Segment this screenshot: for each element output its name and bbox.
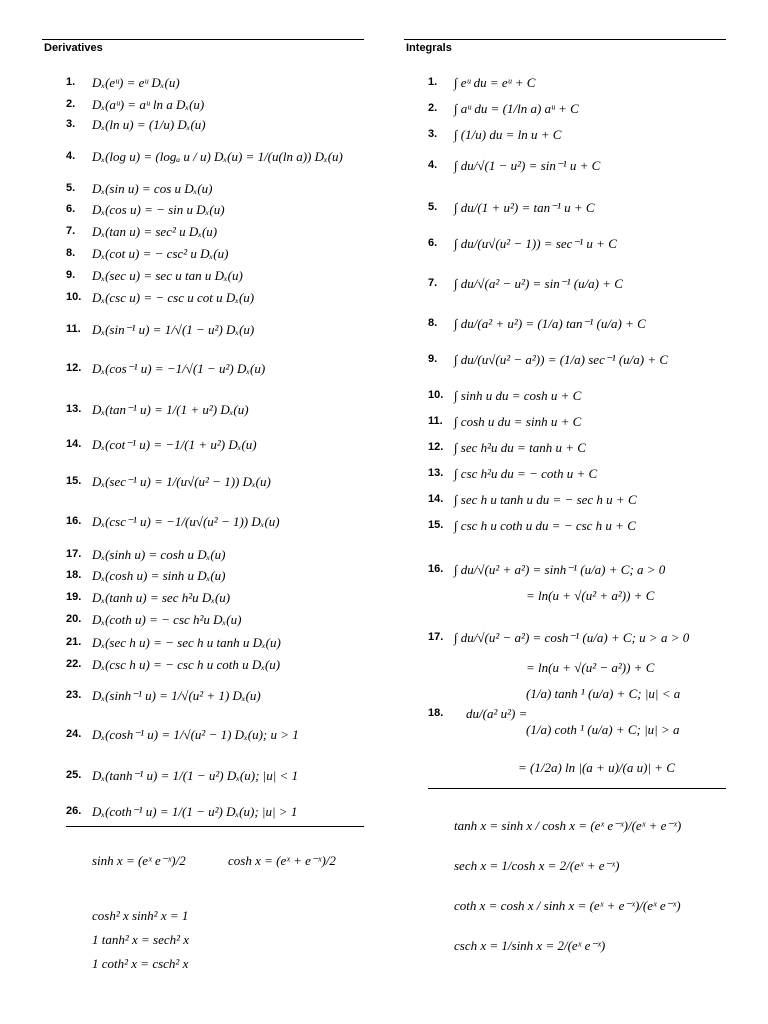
derivative-formula: Dₓ(sinh u) = cosh u Dₓ(u) (92, 547, 226, 562)
derivative-number: 25. (66, 769, 82, 781)
integral-number: 9. (428, 353, 438, 365)
left-bottom-rule (66, 826, 364, 827)
integral-formula: du/(a² u²) = (466, 706, 528, 721)
integral-formula: ∫ aᵘ du = (1/ln a) aᵘ + C (454, 101, 579, 116)
derivative-formula: Dₓ(csc h u) = − csc h u coth u Dₓ(u) (92, 657, 281, 672)
integral-formula: ∫ (1/u) du = ln u + C (454, 127, 562, 142)
integral-formula: ∫ du/(1 + u²) = tan⁻¹ u + C (454, 200, 595, 215)
derivative-number: 21. (66, 636, 82, 648)
derivative-formula: Dₓ(sinh⁻¹ u) = 1/√(u² + 1) Dₓ(u) (92, 688, 261, 703)
derivative-number: 19. (66, 591, 82, 603)
derivative-number: 18. (66, 569, 82, 581)
right-top-rule (404, 39, 726, 40)
cosh-definition: cosh x = (eˣ + e⁻ˣ)/2 (228, 853, 336, 868)
derivative-number: 1. (66, 76, 76, 88)
coth-identity: coth x = cosh x / sinh x = (eˣ + e⁻ˣ)/(eˣ e⁻ˣ) (454, 898, 681, 913)
integral-number: 2. (428, 102, 438, 114)
derivative-number: 7. (66, 225, 76, 237)
integral-formula: ∫ csc h u coth u du = − csc h u + C (454, 518, 636, 533)
integral-formula: ∫ du/(u√(u² − a²)) = (1/a) sec⁻¹ (u/a) + C (454, 352, 669, 367)
integral-formula: ∫ eᵘ du = eᵘ + C (454, 75, 536, 90)
integral-number: 6. (428, 237, 438, 249)
integral-formula: = (1/2a) ln |(a + u)/(a u)| + C (518, 760, 675, 775)
identity-pythagorean-3: 1 coth² x = csch² x (92, 956, 189, 971)
derivative-number: 17. (66, 548, 82, 560)
integral-number: 14. (428, 493, 444, 505)
derivative-formula: Dₓ(coth u) = − csc h²u Dₓ(u) (92, 612, 242, 627)
derivative-formula: Dₓ(cos u) = − sin u Dₓ(u) (92, 202, 225, 217)
derivative-formula: Dₓ(tanh u) = sec h²u Dₓ(u) (92, 590, 231, 605)
integral-formula: ∫ du/(u√(u² − 1)) = sec⁻¹ u + C (454, 236, 617, 251)
integral-number: 12. (428, 441, 444, 453)
integral-formula: ∫ cosh u du = sinh u + C (454, 414, 582, 429)
derivative-formula: Dₓ(aᵘ) = aᵘ ln a Dₓ(u) (92, 97, 205, 112)
integral-number: 18. (428, 707, 444, 719)
derivative-number: 9. (66, 269, 76, 281)
derivative-number: 3. (66, 118, 76, 130)
derivative-formula: Dₓ(sin u) = cos u Dₓ(u) (92, 181, 213, 196)
derivative-number: 16. (66, 515, 82, 527)
derivative-formula: Dₓ(cosh⁻¹ u) = 1/√(u² − 1) Dₓ(u); u > 1 (92, 727, 299, 742)
derivative-number: 24. (66, 728, 82, 740)
derivative-formula: Dₓ(log u) = (logₐ u / u) Dₓ(u) = 1/(u(ln a)) Dₓ(u) (92, 149, 343, 164)
derivatives-heading: Derivatives (44, 42, 103, 54)
derivative-formula: Dₓ(sec h u) = − sec h u tanh u Dₓ(u) (92, 635, 281, 650)
integral-formula: = ln(u + √(u² + a²)) + C (526, 588, 655, 603)
left-top-rule (42, 39, 364, 40)
derivative-number: 20. (66, 613, 82, 625)
derivative-formula: Dₓ(sec u) = sec u tan u Dₓ(u) (92, 268, 243, 283)
csch-identity: csch x = 1/sinh x = 2/(eˣ e⁻ˣ) (454, 938, 606, 953)
derivative-formula: Dₓ(sin⁻¹ u) = 1/√(1 − u²) Dₓ(u) (92, 322, 255, 337)
derivative-formula: Dₓ(cos⁻¹ u) = −1/√(1 − u²) Dₓ(u) (92, 361, 266, 376)
derivative-number: 13. (66, 403, 82, 415)
identity-pythagorean-2: 1 tanh² x = sech² x (92, 932, 190, 947)
derivative-number: 12. (66, 362, 82, 374)
derivative-formula: Dₓ(csc⁻¹ u) = −1/(u√(u² − 1)) Dₓ(u) (92, 514, 280, 529)
integral-number: 8. (428, 317, 438, 329)
sinh-definition: sinh x = (eˣ e⁻ˣ)/2 (92, 853, 186, 868)
integral-formula: ∫ sec h u tanh u du = − sec h u + C (454, 492, 637, 507)
integral-formula: ∫ du/√(a² − u²) = sin⁻¹ (u/a) + C (454, 276, 623, 291)
integral-number: 15. (428, 519, 444, 531)
integral-number: 4. (428, 159, 438, 171)
integral-formula: ∫ sinh u du = cosh u + C (454, 388, 582, 403)
derivative-number: 10. (66, 291, 82, 303)
derivative-number: 5. (66, 182, 76, 194)
integral-formula: ∫ csc h²u du = − coth u + C (454, 466, 598, 481)
derivative-number: 6. (66, 203, 76, 215)
derivative-formula: Dₓ(cot⁻¹ u) = −1/(1 + u²) Dₓ(u) (92, 437, 257, 452)
integrals-heading: Integrals (406, 42, 452, 54)
derivative-number: 26. (66, 805, 82, 817)
identity-pythagorean-1: cosh² x sinh² x = 1 (92, 908, 189, 923)
derivative-formula: Dₓ(cosh u) = sinh u Dₓ(u) (92, 568, 226, 583)
derivative-formula: Dₓ(coth⁻¹ u) = 1/(1 − u²) Dₓ(u); |u| > 1 (92, 804, 298, 819)
derivative-number: 8. (66, 247, 76, 259)
integral-formula: ∫ du/√(1 − u²) = sin⁻¹ u + C (454, 158, 601, 173)
derivative-formula: Dₓ(csc u) = − csc u cot u Dₓ(u) (92, 290, 255, 305)
derivative-number: 14. (66, 438, 82, 450)
integral-number: 1. (428, 76, 438, 88)
integral-number: 11. (428, 415, 443, 427)
derivative-formula: Dₓ(cot u) = − csc² u Dₓ(u) (92, 246, 229, 261)
integral-formula: ∫ du/√(u² + a²) = sinh⁻¹ (u/a) + C; a > 0 (454, 562, 666, 577)
derivative-number: 23. (66, 689, 82, 701)
derivative-number: 11. (66, 323, 81, 335)
integral-number: 3. (428, 128, 438, 140)
derivative-formula: Dₓ(tan u) = sec² u Dₓ(u) (92, 224, 218, 239)
derivative-number: 4. (66, 150, 76, 162)
tanh-identity: tanh x = sinh x / cosh x = (eˣ e⁻ˣ)/(eˣ + e⁻ˣ) (454, 818, 682, 833)
right-bottom-rule (428, 788, 726, 789)
sech-identity: sech x = 1/cosh x = 2/(eˣ + e⁻ˣ) (454, 858, 620, 873)
integral-number: 7. (428, 277, 438, 289)
derivative-formula: Dₓ(ln u) = (1/u) Dₓ(u) (92, 117, 206, 132)
derivative-formula: Dₓ(tanh⁻¹ u) = 1/(1 − u²) Dₓ(u); |u| < 1 (92, 768, 299, 783)
integral-number: 10. (428, 389, 444, 401)
integral-formula: (1/a) tanh ¹ (u/a) + C; |u| < a (526, 686, 681, 701)
derivative-formula: Dₓ(eᵘ) = eᵘ Dₓ(u) (92, 75, 180, 90)
derivative-number: 15. (66, 475, 82, 487)
integral-formula: ∫ du/(a² + u²) = (1/a) tan⁻¹ (u/a) + C (454, 316, 646, 331)
integral-formula: (1/a) coth ¹ (u/a) + C; |u| > a (526, 722, 680, 737)
integral-formula: ∫ du/√(u² − a²) = cosh⁻¹ (u/a) + C; u > a > 0 (454, 630, 690, 645)
integral-formula: = ln(u + √(u² − a²)) + C (526, 660, 655, 675)
integral-number: 16. (428, 563, 444, 575)
derivative-number: 22. (66, 658, 82, 670)
integral-formula: ∫ sec h²u du = tanh u + C (454, 440, 586, 455)
derivative-formula: Dₓ(sec⁻¹ u) = 1/(u√(u² − 1)) Dₓ(u) (92, 474, 271, 489)
integral-number: 5. (428, 201, 438, 213)
derivative-number: 2. (66, 98, 76, 110)
integral-number: 13. (428, 467, 444, 479)
integral-number: 17. (428, 631, 444, 643)
derivative-formula: Dₓ(tan⁻¹ u) = 1/(1 + u²) Dₓ(u) (92, 402, 249, 417)
